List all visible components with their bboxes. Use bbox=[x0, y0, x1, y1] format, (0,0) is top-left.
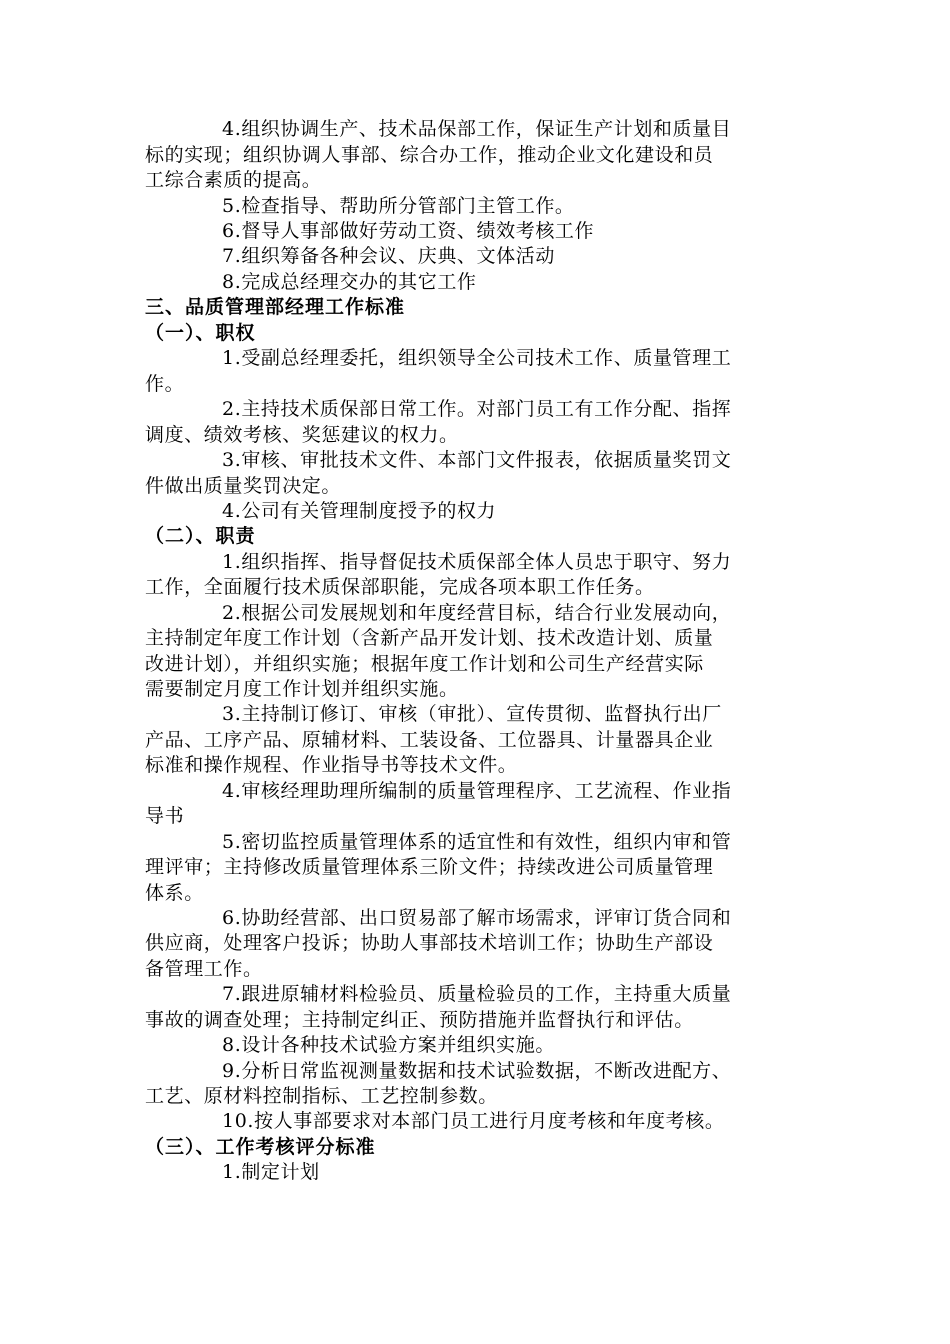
paragraph-line: 6.协助经营部、出口贸易部了解市场需求，评审订货合同和 bbox=[222, 907, 732, 929]
paragraph-line: 主持制定年度工作计划（含新产品开发计划、技术改造计划、质量 bbox=[145, 627, 714, 649]
paragraph-line: 需要制定月度工作计划并组织实施。 bbox=[145, 678, 459, 700]
paragraph-line: 2.根据公司发展规划和年度经营目标，结合行业发展动向， bbox=[222, 602, 732, 624]
paragraph-line: 3.主持制订修订、审核（审批）、宣传贯彻、监督执行出厂 bbox=[222, 703, 722, 725]
paragraph-line: 1.组织指挥、指导督促技术质保部全体人员忠于职守、努力 bbox=[222, 551, 732, 573]
paragraph-line: 7.组织筹备各种会议、庆典、文体活动 bbox=[222, 245, 555, 267]
paragraph-line: 标的实现；组织协调人事部、综合办工作，推动企业文化建设和员 bbox=[145, 144, 714, 166]
paragraph-line: 供应商，处理客户投诉；协助人事部技术培训工作；协助生产部设 bbox=[145, 932, 714, 954]
subsection-heading: （一）、职权 bbox=[145, 322, 256, 344]
paragraph-line: 2.主持技术质保部日常工作。对部门员工有工作分配、指挥 bbox=[222, 398, 732, 420]
paragraph-line: 理评审；主持修改质量管理体系三阶文件；持续改进公司质量管理 bbox=[145, 856, 714, 878]
paragraph-line: 8.完成总经理交办的其它工作 bbox=[222, 271, 477, 293]
paragraph-line: 备管理工作。 bbox=[145, 958, 263, 980]
paragraph-line: 工综合素质的提高。 bbox=[145, 169, 322, 191]
paragraph-line: 件做出质量奖罚决定。 bbox=[145, 475, 342, 497]
paragraph-line: 4.公司有关管理制度授予的权力 bbox=[222, 500, 497, 522]
paragraph-line: 5.检查指导、帮助所分管部门主管工作。 bbox=[222, 195, 575, 217]
paragraph-line: 导书 bbox=[145, 805, 185, 827]
paragraph-line: 1.受副总经理委托，组织领导全公司技术工作、质量管理工 bbox=[222, 347, 732, 369]
paragraph-line: 4.组织协调生产、技术品保部工作，保证生产计划和质量目 bbox=[222, 118, 732, 140]
paragraph-line: 8.设计各种技术试验方案并组织实施。 bbox=[222, 1034, 555, 1056]
paragraph-line: 事故的调查处理；主持制定纠正、预防措施并监督执行和评估。 bbox=[145, 1009, 694, 1031]
paragraph-line: 工艺、原材料控制指标、工艺控制参数。 bbox=[145, 1085, 498, 1107]
paragraph-line: 7.跟进原辅材料检验员、质量检验员的工作，主持重大质量 bbox=[222, 983, 732, 1005]
paragraph-line: 5.密切监控质量管理体系的适宜性和有效性，组织内审和管 bbox=[222, 831, 732, 853]
subsection-heading: （三）、工作考核评分标准 bbox=[145, 1136, 376, 1158]
paragraph-line: 改进计划），并组织实施；根据年度工作计划和公司生产经营实际 bbox=[145, 653, 704, 675]
subsection-heading: （二）、职责 bbox=[145, 525, 256, 547]
paragraph-line: 工作，全面履行技术质保部职能，完成各项本职工作任务。 bbox=[145, 576, 655, 598]
paragraph-line: 6.督导人事部做好劳动工资、绩效考核工作 bbox=[222, 220, 595, 242]
paragraph-line: 产品、工序产品、原辅材料、工装设备、工位器具、计量器具企业 bbox=[145, 729, 714, 751]
section-heading: 三、品质管理部经理工作标准 bbox=[145, 296, 406, 318]
paragraph-line: 作。 bbox=[145, 373, 185, 395]
paragraph-line: 10.按人事部要求对本部门员工进行月度考核和年度考核。 bbox=[222, 1110, 725, 1132]
paragraph-line: 1.制定计划 bbox=[222, 1161, 320, 1183]
paragraph-line: 4.审核经理助理所编制的质量管理程序、工艺流程、作业指 bbox=[222, 780, 732, 802]
paragraph-line: 体系。 bbox=[145, 882, 204, 904]
paragraph-line: 9.分析日常监视测量数据和技术试验数据，不断改进配方、 bbox=[222, 1060, 732, 1082]
paragraph-line: 调度、绩效考核、奖惩建议的权力。 bbox=[145, 424, 459, 446]
paragraph-line: 标准和操作规程、作业指导书等技术文件。 bbox=[145, 754, 518, 776]
paragraph-line: 3.审核、审批技术文件、本部门文件报表，依据质量奖罚文 bbox=[222, 449, 732, 471]
